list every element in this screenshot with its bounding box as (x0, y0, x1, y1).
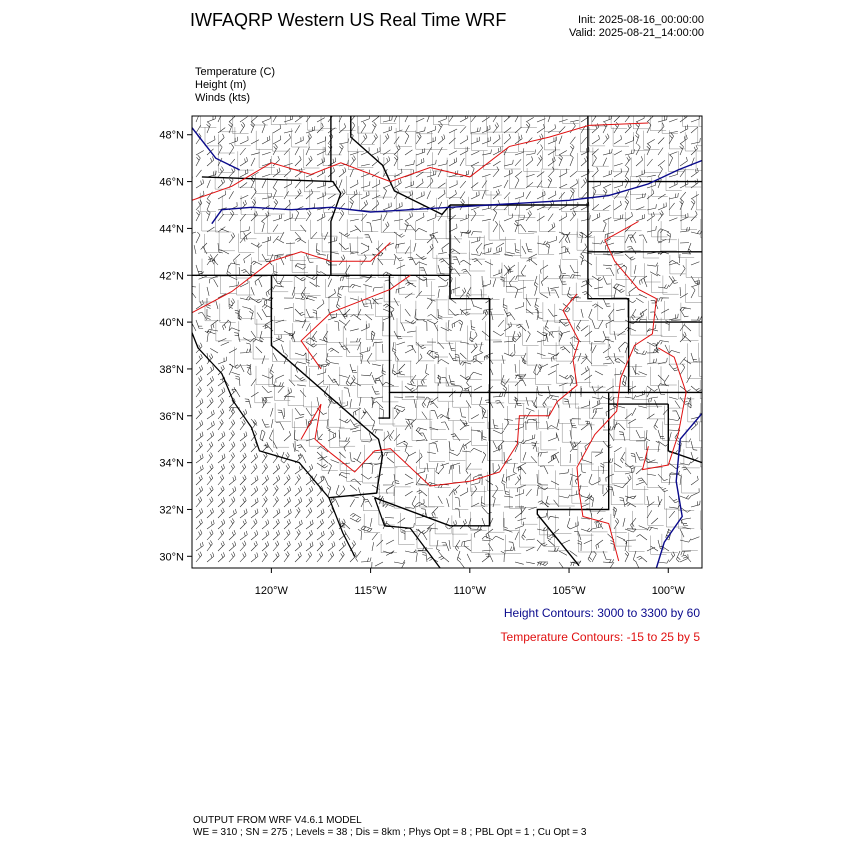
lon-tick-label: 110°W (453, 585, 486, 597)
lon-tick-label: 120°W (254, 585, 288, 597)
model-config-line: WE = 310 ; SN = 275 ; Levels = 38 ; Dis = 8km ; Phys Opt = 8 ; PBL Opt = 1 ; Cu Opt = 3 (193, 827, 587, 838)
init-time: Init: 2025-08-16_00:00:00 (578, 14, 704, 26)
temperature-contour-line (192, 123, 648, 200)
lat-tick-label: 40°N (159, 317, 184, 330)
state-borders (178, 111, 775, 568)
coastline (178, 111, 355, 556)
lat-tick-label: 48°N (159, 129, 184, 142)
wind-barb-path (187, 111, 702, 573)
field-winds: Winds (kts) (195, 92, 250, 104)
lat-tick-label: 44°N (159, 223, 184, 236)
lat-tick-label: 46°N (159, 176, 184, 189)
wind-barbs (187, 111, 702, 573)
temperature-contours (192, 123, 686, 561)
lat-tick-label: 38°N (159, 363, 184, 376)
lat-tick-label: 36°N (159, 410, 184, 423)
temperature-contour-legend: Temperature Contours: -15 to 25 by 5 (500, 630, 700, 644)
state-border-line (351, 111, 450, 214)
height-contours (192, 128, 702, 568)
temperature-contour-line (301, 275, 410, 369)
field-height: Height (m) (195, 79, 247, 91)
model-output-line: OUTPUT FROM WRF V4.6.1 MODEL (193, 815, 362, 826)
lon-tick-label: 100°W (651, 585, 685, 597)
height-contour-legend: Height Contours: 3000 to 3300 by 60 (503, 606, 700, 620)
longitude-axis (255, 568, 686, 597)
lat-tick-label: 32°N (159, 504, 184, 517)
lat-tick-label: 30°N (159, 551, 184, 564)
field-temperature: Temperature (C) (195, 66, 276, 78)
valid-time: Valid: 2025-08-21_14:00:00 (569, 27, 704, 39)
lat-tick-label: 34°N (159, 457, 184, 470)
lon-tick-label: 105°W (552, 585, 586, 597)
map-plot-area (178, 105, 775, 573)
lon-tick-label: 115°W (354, 585, 387, 597)
lat-tick-label: 42°N (159, 270, 184, 283)
map-title: IWFAQRP Western US Real Time WRF (190, 10, 507, 30)
latitude-axis (159, 130, 192, 564)
